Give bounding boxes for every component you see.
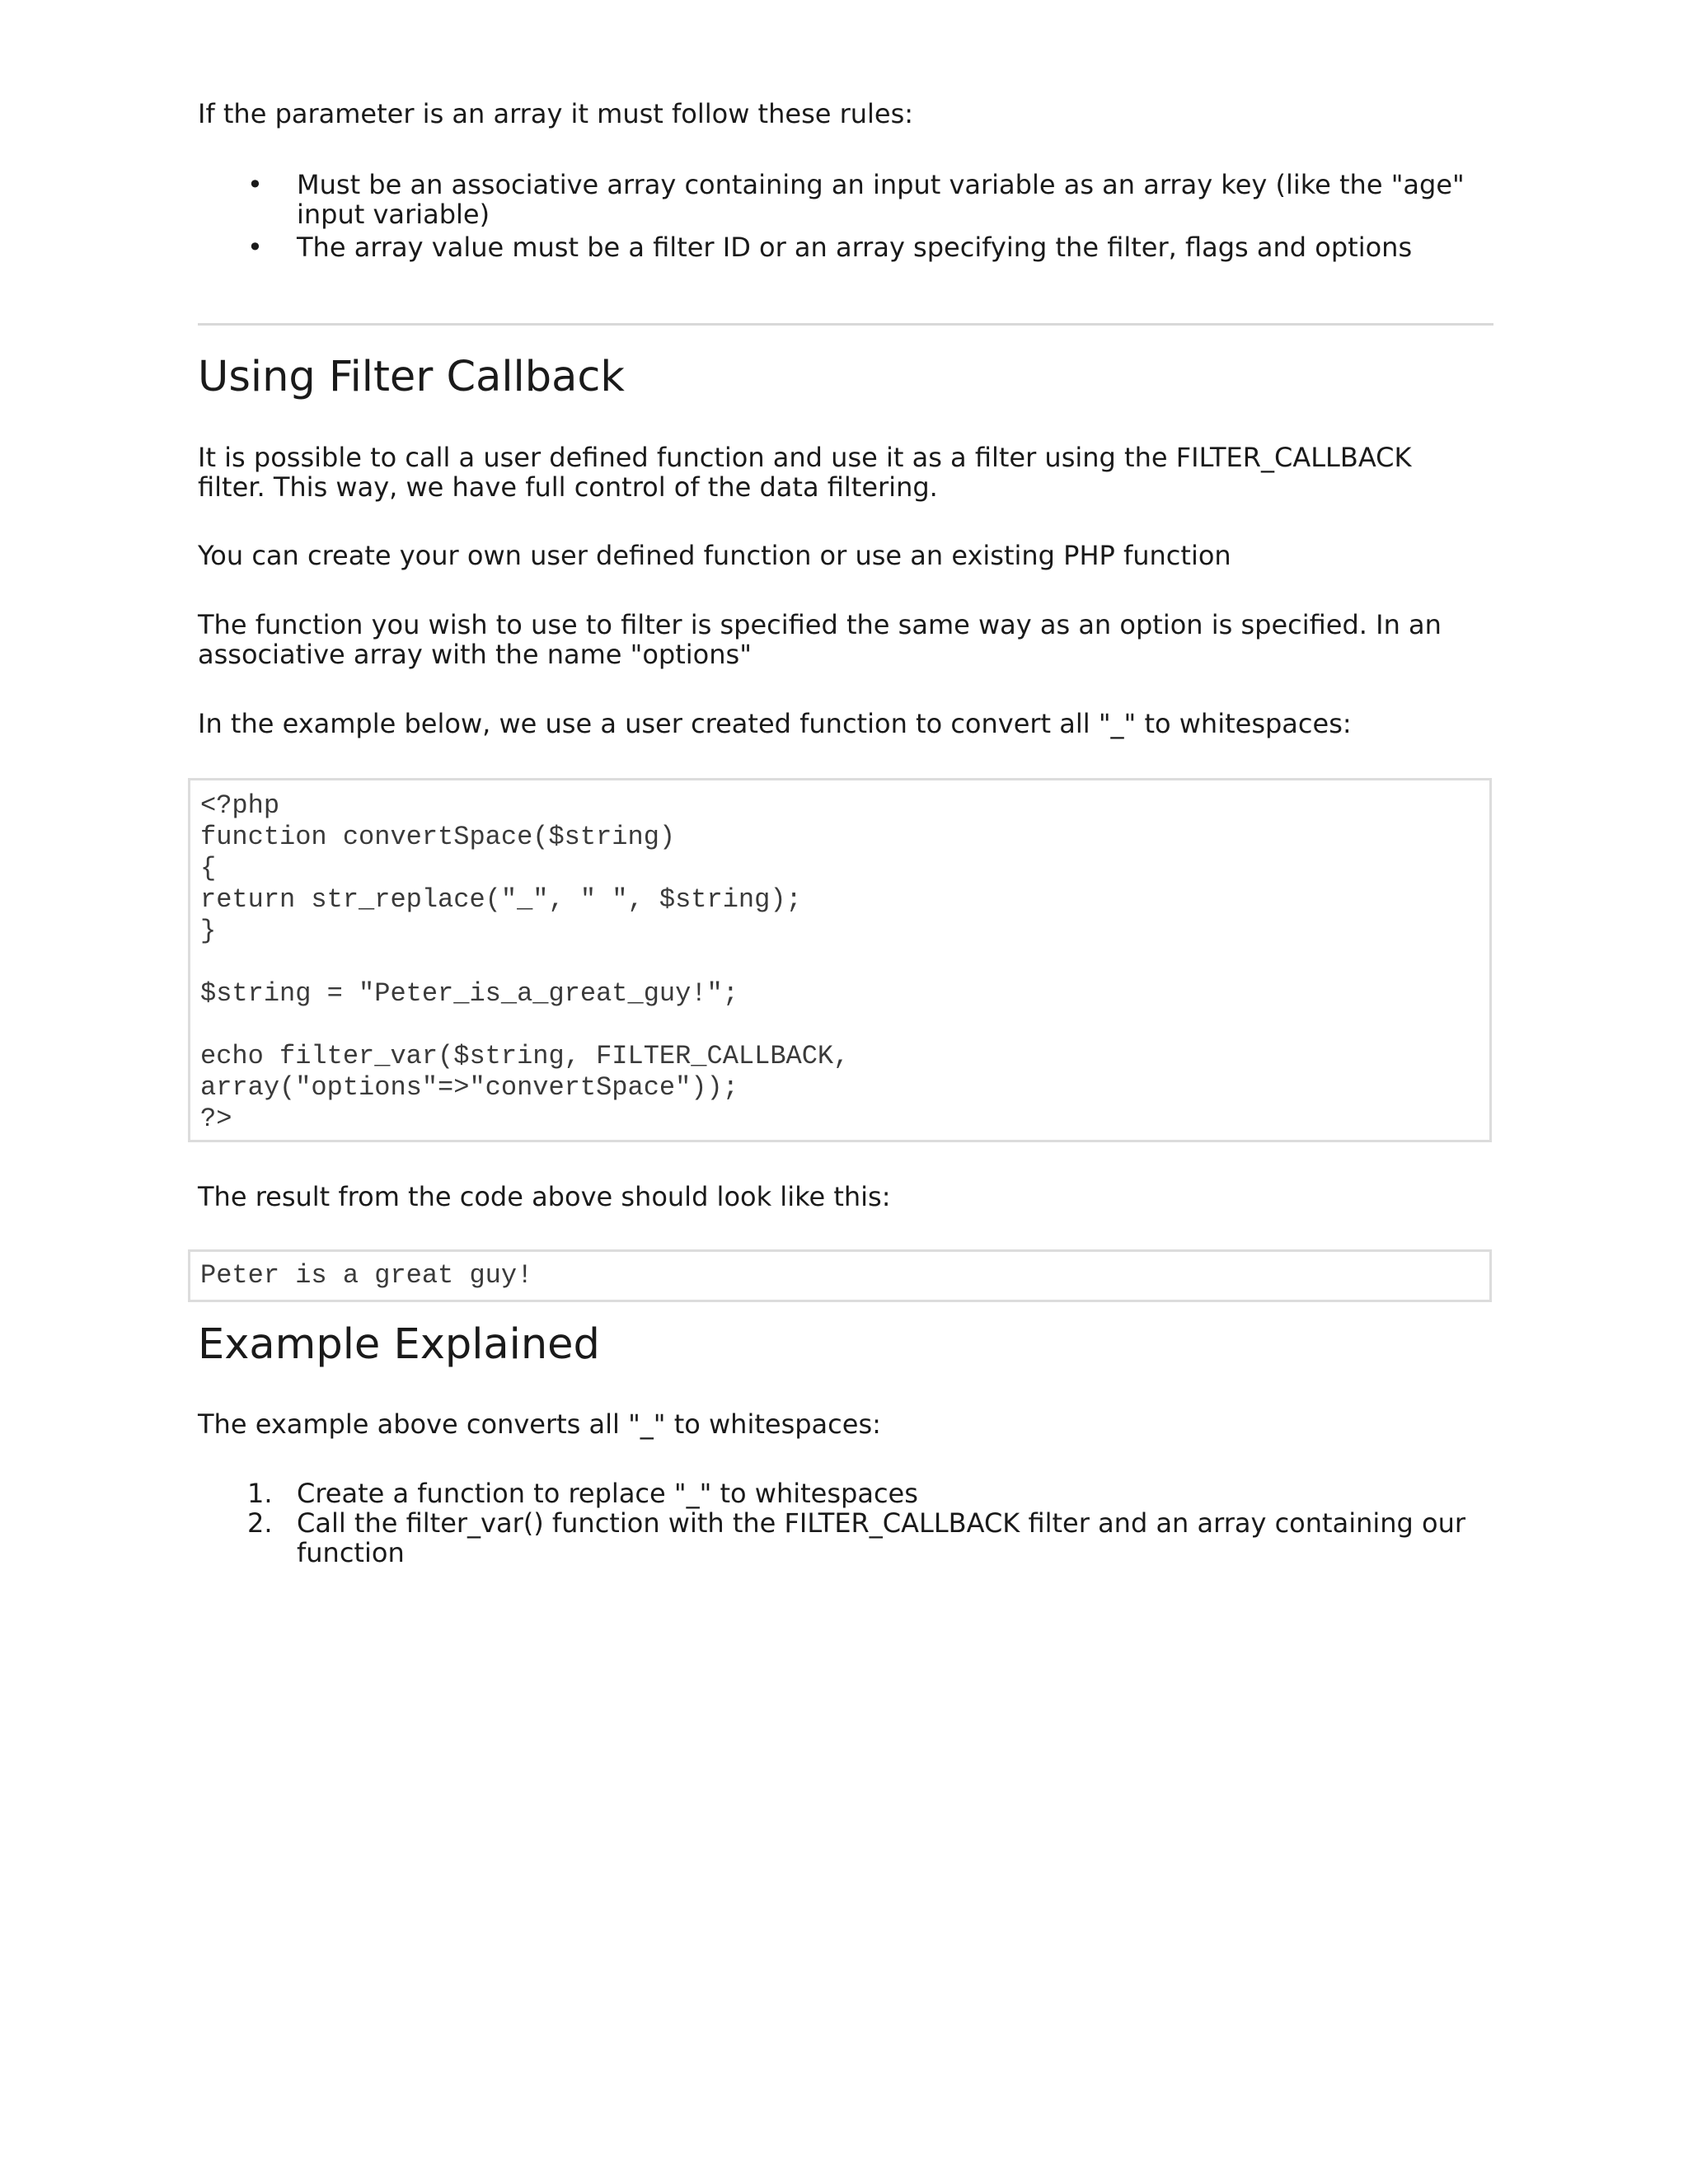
section-heading-explained: Example Explained <box>198 1320 600 1369</box>
paragraph: It is possible to call a user defined function and use it as a filter using the FILTER_CALLBACK filter. This way, we have full control of the data filtering. <box>198 442 1412 503</box>
code-example-box <box>188 778 1492 1142</box>
result-intro: The result from the code above should look like this: <box>198 1181 891 1212</box>
steps-list <box>198 1479 1492 1568</box>
list-item-text: Create a function to replace "_" to whitespaces <box>297 1478 918 1509</box>
code-block: <?php function convertSpace($string) { return str_replace("_", " ", $string); } $string = "Peter_is_a_great_guy!"; echo filter_var($string, FILTER_CALLBACK, array("options"=>"convertSpace")); ?> <box>200 790 850 1134</box>
rules-list <box>198 170 1492 262</box>
section-divider <box>198 323 1493 326</box>
list-item-text: Must be an associative array containing an input variable as an array key (like the "age" input variable) <box>297 169 1465 230</box>
bullet-icon: • <box>247 169 263 200</box>
result-output-box <box>188 1249 1492 1302</box>
intro-paragraph: If the parameter is an array it must follow these rules: <box>198 98 914 129</box>
section-heading-callback: Using Filter Callback <box>198 353 625 401</box>
list-item <box>198 1479 1492 1508</box>
paragraph: You can create your own user defined function or use an existing PHP function <box>198 540 1231 571</box>
bullet-icon: • <box>247 232 263 263</box>
step-number: 1. <box>247 1478 273 1509</box>
list-item <box>198 170 1492 229</box>
list-item-text: Call the filter_var() function with the FILTER_CALLBACK filter and an array containing our function <box>297 1507 1466 1568</box>
list-item <box>198 232 1492 262</box>
list-item <box>198 1508 1492 1568</box>
paragraph: In the example below, we use a user created function to convert all "_" to whitespaces: <box>198 708 1352 739</box>
paragraph: The function you wish to use to filter is specified the same way as an option is specified. In an associative array with the name "options" <box>198 609 1442 670</box>
list-item-text: The array value must be a filter ID or an array specifying the filter, flags and options <box>297 232 1413 263</box>
paragraph: The example above converts all "_" to whitespaces: <box>198 1408 881 1440</box>
result-output: Peter is a great guy! <box>200 1260 533 1291</box>
step-number: 2. <box>247 1507 273 1539</box>
